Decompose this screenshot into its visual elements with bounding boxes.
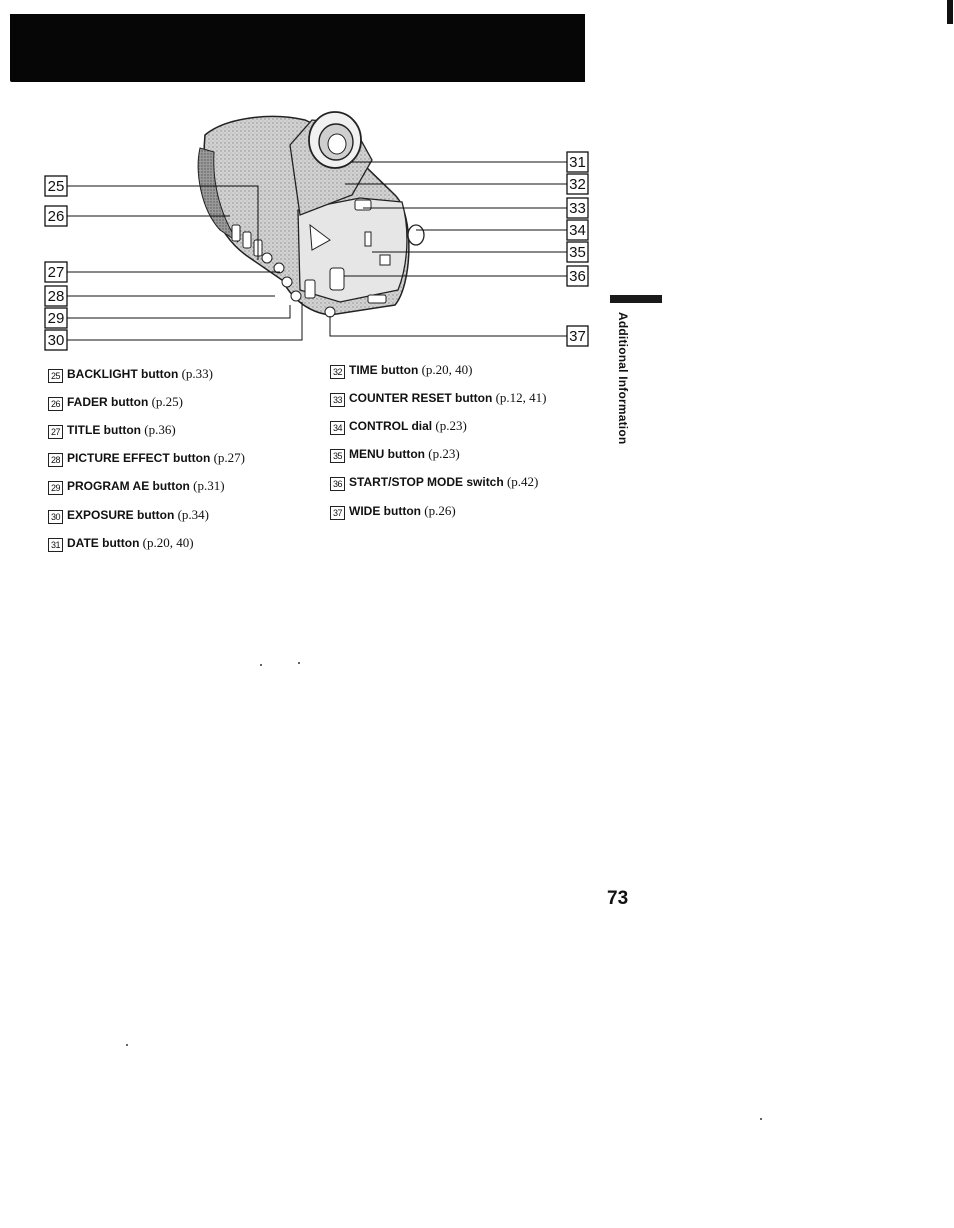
- legend-item-30: [48, 507, 209, 524]
- legend-num: 30: [48, 510, 63, 524]
- callout-28: [45, 286, 67, 306]
- legend-num: 27: [48, 425, 63, 439]
- legend-ref: (p.20, 40): [421, 362, 473, 377]
- legend-item-26: [48, 394, 183, 411]
- callout-35: [567, 242, 588, 262]
- legend-name: TIME button: [349, 363, 419, 377]
- legend-ref: (p.33): [181, 366, 213, 381]
- callout-33-label: 33: [569, 200, 586, 217]
- legend-num: 37: [330, 506, 345, 520]
- header-bar: [10, 14, 585, 82]
- legend-name: PICTURE EFFECT button: [67, 451, 211, 465]
- callout-32: [567, 174, 588, 194]
- camcorder-illustration: [0, 90, 600, 370]
- legend-num: 35: [330, 449, 345, 463]
- scan-speck: [298, 662, 300, 664]
- legend-num: 28: [48, 453, 63, 467]
- callout-34-label: 34: [569, 222, 586, 239]
- legend-item-37: [330, 503, 456, 520]
- callout-30: [45, 330, 67, 350]
- legend-ref: (p.20, 40): [142, 535, 194, 550]
- scan-speck: [126, 1044, 128, 1046]
- legend-name: WIDE button: [349, 504, 421, 518]
- callout-35-label: 35: [569, 244, 586, 261]
- legend-item-31: [48, 535, 194, 552]
- legend-ref: (p.34): [177, 507, 210, 522]
- legend-item-28: [48, 450, 245, 467]
- legend-num: 26: [48, 397, 63, 411]
- legend-item-29: [48, 478, 225, 495]
- legend-ref: (p.36): [144, 422, 176, 437]
- callout-31-label: 31: [569, 154, 586, 171]
- callout-36-label: 36: [569, 268, 586, 285]
- callout-32-label: 32: [569, 176, 586, 193]
- callout-37-label: 37: [569, 328, 586, 345]
- callout-37: [567, 326, 588, 346]
- legend-item-25: [48, 366, 213, 383]
- legend-num: 25: [48, 369, 63, 383]
- callout-33: [567, 198, 588, 218]
- callout-31: [567, 152, 588, 172]
- legend-item-33: [330, 390, 547, 407]
- legend-num: 34: [330, 421, 345, 435]
- legend-name: CONTROL dial: [349, 419, 433, 433]
- legend-name: COUNTER RESET button: [349, 391, 493, 405]
- legend-name: FADER button: [67, 395, 149, 409]
- camcorder-body: [198, 112, 424, 317]
- legend-num: 36: [330, 477, 345, 491]
- legend-name: PROGRAM AE button: [67, 479, 190, 493]
- callout-25-label: 25: [47, 178, 65, 195]
- callout-30-label: 30: [47, 332, 65, 349]
- legend-ref: (p.26): [424, 503, 456, 518]
- scan-speck: [260, 664, 262, 666]
- callout-25: [45, 176, 67, 196]
- callout-29: [45, 308, 67, 328]
- page-edge-mark: [947, 0, 953, 24]
- legend-name: DATE button: [67, 536, 140, 550]
- callout-27: [45, 262, 67, 282]
- legend-item-27: [48, 422, 176, 439]
- legend-ref: (p.12, 41): [495, 390, 547, 405]
- legend-ref: (p.31): [193, 478, 225, 493]
- legend-ref: (p.27): [213, 450, 245, 465]
- legend-ref: (p.25): [151, 394, 183, 409]
- legend-item-32: [330, 362, 472, 379]
- page-number: 73: [607, 888, 629, 909]
- callout-26-label: 26: [47, 208, 65, 225]
- legend-name: BACKLIGHT button: [67, 367, 179, 381]
- callout-26: [45, 206, 67, 226]
- callout-29-label: 29: [47, 310, 65, 327]
- camcorder-diagram: [0, 90, 600, 370]
- legend-name: MENU button: [349, 447, 425, 461]
- legend-item-34: [330, 418, 467, 435]
- section-tab-marker: [610, 295, 662, 303]
- legend-item-36: [330, 474, 538, 491]
- callout-28-label: 28: [47, 288, 65, 305]
- legend-num: 31: [48, 538, 63, 552]
- legend-item-35: [330, 446, 460, 463]
- legend-name: TITLE button: [67, 423, 141, 437]
- legend-ref: (p.23): [428, 446, 460, 461]
- legend-ref: (p.23): [435, 418, 467, 433]
- callout-27-label: 27: [47, 264, 65, 281]
- legend-name: EXPOSURE button: [67, 508, 175, 522]
- scan-speck: [760, 1118, 762, 1120]
- legend-num: 32: [330, 365, 345, 379]
- legend-num: 29: [48, 481, 63, 495]
- callout-34: [567, 220, 588, 240]
- section-label: Additional Information: [616, 312, 630, 445]
- legend-num: 33: [330, 393, 345, 407]
- legend-ref: (p.42): [506, 474, 539, 489]
- legend-name: START/STOP MODE switch: [349, 475, 504, 489]
- callout-36: [567, 266, 588, 286]
